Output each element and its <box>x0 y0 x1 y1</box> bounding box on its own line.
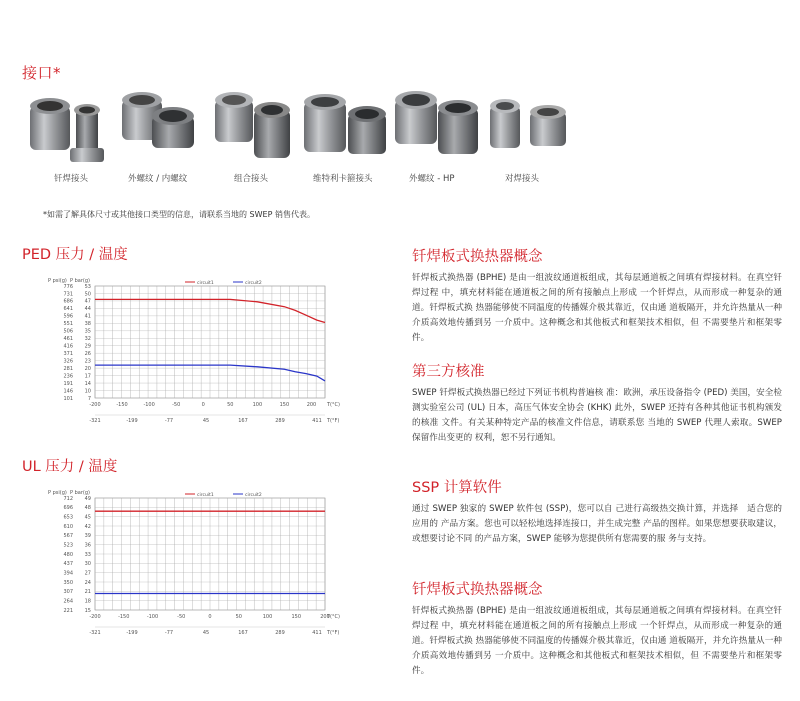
ped-xtick-f: -77 <box>164 418 174 424</box>
ul-ytick-bar: 49 <box>84 495 91 502</box>
ul-x-label-f: T(°F) <box>327 630 340 636</box>
connection-label-victaulic: 维特利卡箍接头 <box>313 174 373 184</box>
ped-ytick-psi: 776 <box>63 283 73 290</box>
connection-illustrations <box>20 88 580 183</box>
ped-xtick-c: 150 <box>279 402 290 408</box>
connections-title: 接口* <box>22 64 62 82</box>
ul-ytick-bar: 36 <box>84 542 91 549</box>
ped-ytick-psi: 191 <box>63 380 73 387</box>
section-text-bphe-concept: 钎焊板式换热器 (BPHE) 是由一组波纹通道板组成，其每层通道板之间填有焊接材料。在真空钎焊过程 中，填充材料能在通道板之间的所有接触点上形成 一个钎焊点，从而形成一种复杂的通道。钎焊板式换 热器能够使不同温度的传播媒介极其靠近，仅由通 道板隔开，并允许热量从一种介质高效地传播到另 一介质中。这种概念和其他板式和框架技术相似，但 不需要垫片和框架零件。 <box>412 273 782 343</box>
ul-ytick-psi: 437 <box>63 561 73 568</box>
ul-ytick-bar: 15 <box>84 607 91 614</box>
ul-y-right-label: P bar(g) <box>70 490 90 496</box>
victaulic-connection-icon <box>304 94 386 154</box>
ul-ytick-psi: 610 <box>63 523 73 530</box>
ped-ytick-psi: 236 <box>63 373 73 380</box>
ped-ytick-bar: 47 <box>84 298 91 305</box>
ul-ytick-psi: 264 <box>63 598 73 605</box>
ul-ytick-bar: 45 <box>84 514 91 521</box>
ul-ytick-psi: 480 <box>63 551 73 558</box>
ped-ytick-bar: 20 <box>84 365 91 372</box>
ul-ytick-bar: 48 <box>84 505 91 512</box>
external-thread-hp-icon <box>395 91 478 154</box>
ul-xtick-c: 200 <box>320 614 330 620</box>
ped-ytick-psi: 371 <box>63 351 73 357</box>
ped-ytick-bar: 41 <box>84 313 91 320</box>
ped-xtick-c: 50 <box>227 402 234 408</box>
ped-xtick-f: 167 <box>238 418 248 424</box>
ped-xtick-c: -50 <box>172 402 181 408</box>
ped-ytick-bar: 35 <box>84 328 91 335</box>
ul-xtick-c: 100 <box>262 614 273 620</box>
weld-connection-icon <box>490 99 566 148</box>
ul-y-left-label: P psi(g) <box>48 490 67 496</box>
ped-ytick-psi: 326 <box>63 358 73 365</box>
combination-connection-icon <box>215 92 290 158</box>
ped-chart-title: PED 压力 / 温度 <box>22 247 128 263</box>
ul-ytick-psi: 307 <box>63 589 73 596</box>
ped-ytick-psi: 281 <box>63 365 73 372</box>
ped-ytick-psi: 416 <box>63 343 73 350</box>
threaded-connection-icon <box>122 92 194 148</box>
ul-ytick-bar: 30 <box>84 561 91 568</box>
ped-ytick-bar: 26 <box>84 351 91 357</box>
connection-label-threaded: 外螺纹 / 内螺纹 <box>128 174 188 184</box>
section-title-bphe-concept: 钎焊板式换热器概念 <box>412 249 543 265</box>
ped-ytick-psi: 146 <box>63 388 73 395</box>
ped-xtick-c: -100 <box>143 402 155 408</box>
ped-chart <box>40 276 340 426</box>
ul-xtick-f: -199 <box>126 630 138 636</box>
ped-ytick-bar: 29 <box>84 343 91 350</box>
ped-xtick-c: 0 <box>201 402 205 408</box>
connection-label-brazed: 钎焊接头 <box>54 174 89 184</box>
ul-ytick-psi: 712 <box>63 495 73 502</box>
section-title-approvals: 第三方核准 <box>412 364 485 380</box>
ped-ytick-bar: 53 <box>84 283 91 290</box>
ul-ytick-bar: 39 <box>84 533 91 540</box>
ul-ytick-bar: 24 <box>84 579 91 586</box>
brazed-connection-icon <box>30 98 104 162</box>
ped-ytick-psi: 506 <box>63 328 73 335</box>
ul-ytick-bar: 18 <box>84 598 91 605</box>
ul-xtick-c: -100 <box>146 614 159 620</box>
connection-label-weld: 对焊接头 <box>505 174 540 184</box>
ul-xtick-c: -50 <box>177 614 186 620</box>
ped-ytick-bar: 50 <box>84 291 91 298</box>
ped-ytick-psi: 551 <box>63 321 73 328</box>
ul-ytick-bar: 27 <box>84 570 91 577</box>
ul-legend-circuit1: circuit1 <box>197 493 214 498</box>
ul-chart <box>40 488 340 638</box>
ul-xtick-c: -150 <box>118 614 130 620</box>
ul-ytick-psi: 394 <box>63 570 73 577</box>
ped-xtick-f: 289 <box>275 418 285 424</box>
ped-xtick-f: 45 <box>202 418 210 424</box>
ped-ytick-psi: 731 <box>63 291 73 298</box>
ped-y-left-label: P psi(g) <box>48 278 67 284</box>
ul-xtick-f: 45 <box>202 630 210 636</box>
section-text-approvals: SWEP 钎焊板式换热器已经过下列证书机构普遍核 准：欧洲，承压设备指令 (PED) 美国，安全检测实验室公司 (UL) 日本，高压气体安全协会 (KHK) 此外，SWEP 还持有各种其他证书机构颁发的核准 文件。有关某种特定产品的核准文件信息，请联系您 当地的 SWEP 代理人索取。SWEP 保留作出变更的 权利，恕不另行通知。 <box>412 388 782 443</box>
ped-xtick-c: -150 <box>116 402 128 408</box>
ul-xtick-f: 411 <box>312 630 322 636</box>
ul-xtick-f: -321 <box>89 630 101 636</box>
ped-ytick-psi: 461 <box>63 336 73 343</box>
ul-ytick-bar: 42 <box>84 523 91 530</box>
ped-ytick-psi: 641 <box>63 306 73 313</box>
ul-xtick-c: -200 <box>89 614 101 620</box>
ul-legend-circuit2: circuit2 <box>245 493 262 498</box>
ped-ytick-psi: 686 <box>63 298 73 305</box>
ul-ytick-bar: 21 <box>84 589 91 596</box>
ped-ytick-bar: 44 <box>84 306 91 313</box>
ped-xtick-f: -321 <box>89 418 101 424</box>
ped-xtick-c: 100 <box>252 402 263 408</box>
ul-ytick-psi: 350 <box>63 579 73 586</box>
ul-ytick-psi: 221 <box>63 607 73 614</box>
ped-ytick-bar: 7 <box>87 395 91 402</box>
ul-x-label-c: T(°C) <box>327 614 340 620</box>
ped-y-right-label: P bar(g) <box>70 278 90 284</box>
ul-xtick-f: 289 <box>275 630 285 636</box>
ul-chart-title: UL 压力 / 温度 <box>22 459 118 475</box>
section-title-bphe-concept-2: 钎焊板式换热器概念 <box>412 582 543 598</box>
ped-ytick-psi: 596 <box>63 313 73 320</box>
connection-label-external-hp: 外螺纹 - HP <box>409 174 455 184</box>
ped-ytick-bar: 32 <box>84 336 91 343</box>
ped-ytick-bar: 14 <box>84 380 91 387</box>
ul-ytick-psi: 696 <box>63 505 73 512</box>
connection-label-combination: 组合接头 <box>234 174 269 184</box>
ul-xtick-c: 0 <box>208 614 212 620</box>
ped-xtick-f: -199 <box>126 418 138 424</box>
ul-xtick-c: 150 <box>291 614 302 620</box>
ped-ytick-psi: 101 <box>63 395 73 402</box>
ped-xtick-c: -200 <box>89 402 101 408</box>
ul-xtick-f: -77 <box>164 630 174 636</box>
ul-ytick-bar: 33 <box>84 551 91 558</box>
ped-legend-circuit2: circuit2 <box>245 281 262 286</box>
connections-note: *如需了解具体尺寸或其他接口类型的信息，请联系当地的 SWEP 销售代表。 <box>43 210 315 219</box>
section-title-ssp: SSP 计算软件 <box>412 480 502 496</box>
ul-ytick-psi: 653 <box>63 514 73 521</box>
ped-ytick-bar: 17 <box>84 373 91 380</box>
ped-xtick-f: 411 <box>312 418 322 424</box>
ped-legend-circuit1: circuit1 <box>197 281 214 286</box>
ped-ytick-bar: 23 <box>84 358 91 365</box>
ul-xtick-f: 167 <box>238 630 248 636</box>
ped-x-label-c: T(°C) <box>327 402 340 408</box>
section-text-bphe-concept-2: 钎焊板式换热器 (BPHE) 是由一组波纹通道板组成，其每层通道板之间填有焊接材料。在真空钎焊过程 中，填充材料能在通道板之间的所有接触点上形成 一个钎焊点，从而形成一种复杂的通道。钎焊板式换 热器能够使不同温度的传播媒介极其靠近，仅由通 道板隔开，并允许热量从一种介质高效地传播到另 一介质中。这种概念和其他板式和框架技术相似，但 不需要垫片和框架零件。 <box>412 606 782 676</box>
ul-ytick-psi: 523 <box>63 542 73 549</box>
ul-xtick-c: 50 <box>235 614 242 620</box>
ped-x-label-f: T(°F) <box>327 418 340 424</box>
section-text-ssp: 通过 SWEP 独家的 SWEP 软件包 (SSP)，您可以自 己进行高级热交换计算，并选择 适合您的应用的 产品方案。您也可以轻松地选择连接口，并生成完整 产品的图样。如果您想要获取建议，或想要讨论不同 的产品方案，SWEP 能够为您提供所有您需要的服 务与支持。 <box>412 504 782 544</box>
ped-ytick-bar: 10 <box>84 388 91 395</box>
ped-ytick-bar: 38 <box>84 321 91 328</box>
ped-xtick-c: 200 <box>306 402 317 408</box>
ul-ytick-psi: 567 <box>63 533 73 540</box>
